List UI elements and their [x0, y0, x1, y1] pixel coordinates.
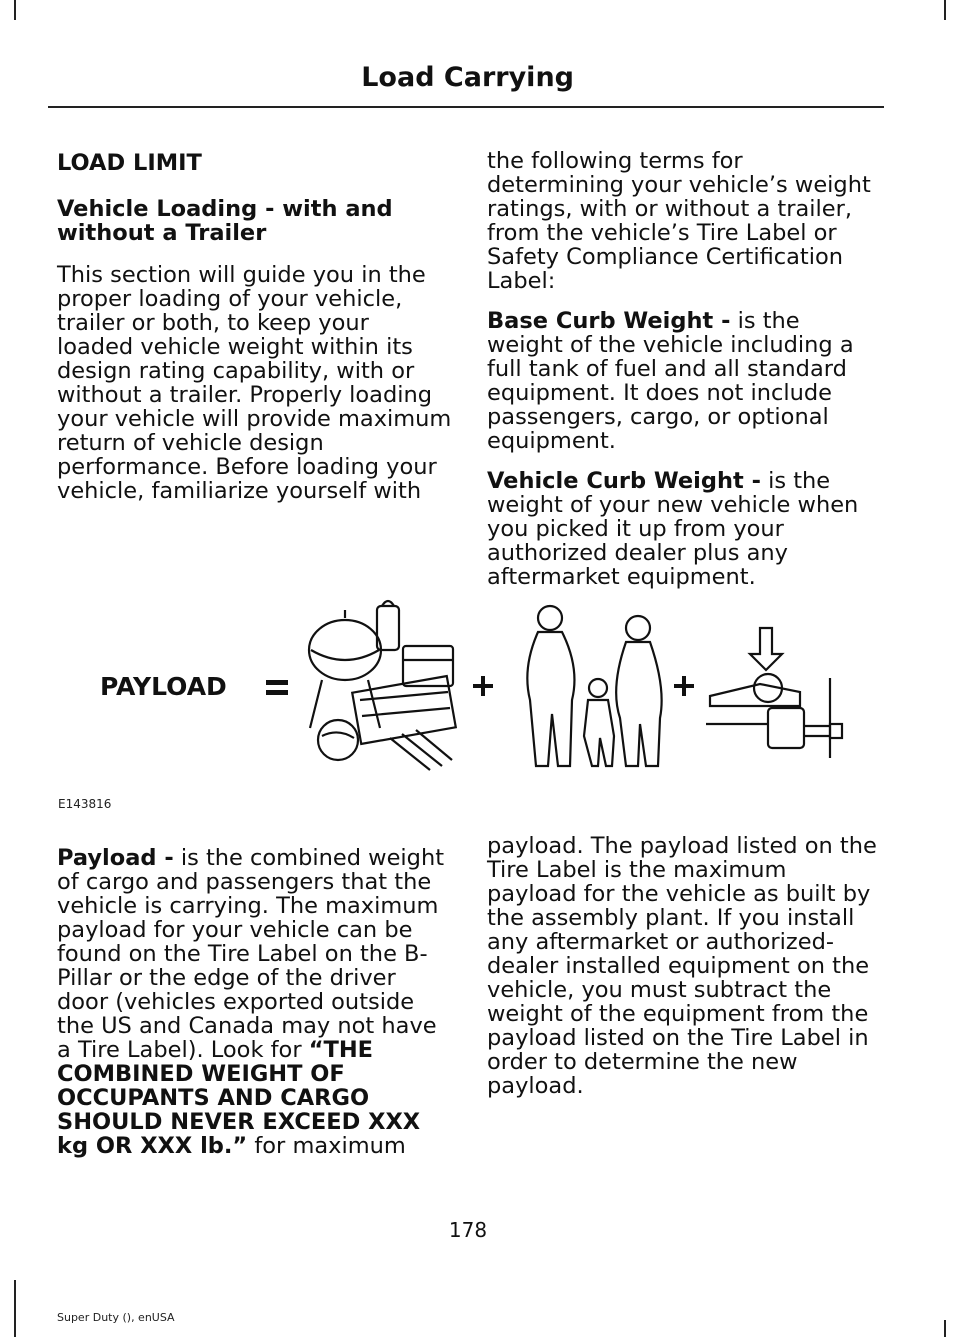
left-column-top — [57, 149, 452, 519]
figure-code: E143816 — [58, 797, 112, 811]
base-curb-weight-term: Base Curb Weight - — [487, 308, 731, 334]
section-heading: LOAD LIMIT — [57, 150, 202, 176]
passengers-icon — [527, 606, 661, 766]
right-column-top — [487, 149, 882, 605]
payload-definition — [57, 846, 452, 1158]
vehicle-curb-weight-text: is the weight of your new vehicle when you picked it up from your authorized dealer plus any aftermarket equipment. — [487, 468, 859, 590]
right-column-bottom — [487, 834, 882, 1114]
crop-mark-top-right — [944, 0, 946, 20]
label-quote: “THE COMBINED WEIGHT OF OCCUPANTS AND CARGO SHOULD NEVER EXCEED XXX kg OR XXX lb.” — [57, 1037, 421, 1159]
plus-sign-2 — [674, 676, 694, 696]
vehicle-curb-weight-term: Vehicle Curb Weight - — [487, 468, 761, 494]
crop-mark-bottom-right — [944, 1320, 946, 1337]
plus-sign-1 — [473, 676, 493, 696]
payload-text-end: for maximum — [247, 1133, 406, 1159]
terms-intro: the following terms for determining your vehicle’s weight ratings, with or without a trailer, from the vehicle’s Tire Label or Safety Compliance Certification Label: — [487, 148, 871, 294]
page-header-title: Load Carrying — [361, 62, 574, 93]
payload-term: Payload - — [57, 845, 174, 871]
intro-paragraph: This section will guide you in the proper loading of your vehicle, trailer or both, to keep your loaded vehicle weight within its design rating capability, with or without a trailer. Properly loading your vehicle will provide maximum return of vehicle design performance. Before loading your vehicle, familiarize yourself with — [57, 262, 452, 504]
crop-mark-bottom-left — [14, 1280, 16, 1337]
base-curb-weight-text: is the weight of the vehicle including a full tank of fuel and all standard equipment. It does not include passengers, cargo, or optional equipment. — [487, 308, 854, 454]
vehicle-curb-weight-definition — [487, 469, 882, 589]
payload-illustration — [60, 588, 860, 776]
base-curb-weight-definition — [487, 309, 882, 453]
crop-mark-top-left — [14, 0, 16, 20]
payload-label: PAYLOAD — [100, 672, 227, 701]
left-column-bottom — [57, 846, 452, 1174]
payload-text: is the combined weight of cargo and passengers that the vehicle is carrying. The maximum payload for your vehicle can be found on the Tire Label on the B-Pillar or the edge of the driver door (vehicles exported outside the US and Canada may not have a Tire Label). Look for — [57, 845, 445, 1063]
equals-sign — [266, 680, 288, 695]
subsection-heading: Vehicle Loading - with and without a Trailer — [57, 196, 393, 246]
footer-text: Super Duty (), enUSA — [57, 1311, 175, 1324]
payload-continuation: payload. The payload listed on the Tire Label is the maximum payload for the vehicle as built by the assembly plant. If you install any aftermarket or authorized-dealer installed equipment on the vehicle, you must subtract the weight of the equipment from the payload listed on the Tire Label in order to determine the new payload. — [487, 833, 877, 1099]
page-number: 178 — [448, 1218, 488, 1242]
header-divider — [48, 106, 884, 108]
cargo-icon — [309, 601, 456, 770]
payload-diagram — [60, 588, 860, 776]
trailer-hitch-icon — [706, 628, 842, 758]
